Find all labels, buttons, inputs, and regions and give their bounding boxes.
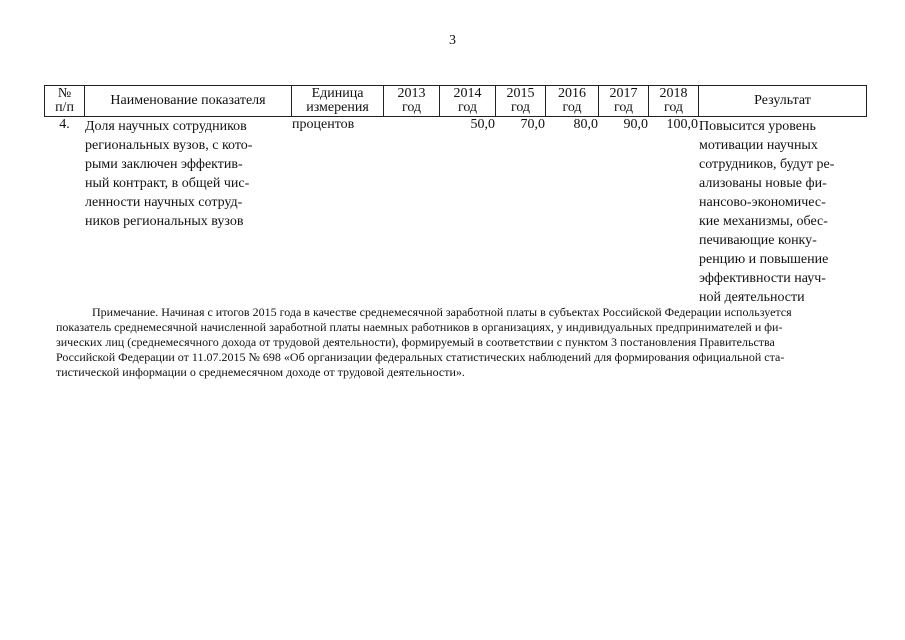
footnote-line: Российской Федерации от 11.07.2015 № 698 «Об организации федеральных статистических наблюдений для формирования официальной ста-	[56, 350, 785, 364]
header-num-line1: №	[57, 86, 72, 101]
header-year-value: 2015	[506, 86, 535, 101]
header-year-2018	[649, 86, 699, 117]
footnote-line: тистической информации о среднемесячном доходе от трудовой деятельности».	[56, 365, 465, 379]
header-year-label: год	[401, 100, 422, 115]
row-value-2013	[384, 117, 440, 308]
footnote-line: Примечание. Начиная с итогов 2015 года в качестве среднемесячной заработной платы в субъектах Российской Федерации используется	[92, 305, 792, 319]
table-row	[45, 117, 867, 308]
header-name: Наименование показателя	[85, 86, 292, 117]
header-num	[45, 86, 85, 117]
text-line: Повысится уровень	[699, 119, 816, 134]
header-year-value: 2014	[453, 86, 482, 101]
header-year-label: год	[457, 100, 478, 115]
page-number: 3	[449, 33, 456, 48]
header-year-2015	[496, 86, 546, 117]
text-line: кие механизмы, обес-	[699, 214, 828, 229]
text-line: эффективности науч-	[699, 271, 826, 286]
footnote	[56, 305, 862, 380]
row-value-2016: 80,0	[546, 117, 599, 308]
table-header	[45, 86, 867, 117]
text-line: печивающие конку-	[699, 233, 817, 248]
text-line: сотрудников, будут ре-	[699, 157, 835, 172]
row-indicator-name	[85, 117, 292, 308]
indicators-table	[44, 85, 867, 307]
text-line: ализованы новые фи-	[699, 176, 827, 191]
footnote-line: зических лиц (среднемесячного дохода от трудовой деятельности), формируемый в соответствии с пунктом 3 постановления Правительства	[56, 335, 775, 349]
text-line: ленности научных сотруд-	[85, 195, 243, 210]
footnote-line: показатель среднемесячной начисленной заработной платы наемных работников в организациях, у индивидуальных предпринимателей и фи-	[56, 320, 783, 334]
header-year-2017	[599, 86, 649, 117]
header-year-2014	[440, 86, 496, 117]
row-value-2015: 70,0	[496, 117, 546, 308]
row-unit: процентов	[292, 117, 384, 308]
header-year-2013	[384, 86, 440, 117]
text-line: ный контракт, в общей чис-	[85, 176, 250, 191]
header-num-line2: п/п	[55, 100, 74, 115]
header-unit-line1: Единица	[311, 86, 364, 101]
text-line: мотивации научных	[699, 138, 818, 153]
header-year-value: 2018	[659, 86, 688, 101]
text-line: ников региональных вузов	[85, 214, 244, 229]
text-line: рыми заключен эффектив-	[85, 157, 243, 172]
row-value-2017: 90,0	[599, 117, 649, 308]
header-year-label: год	[613, 100, 634, 115]
header-unit	[292, 86, 384, 117]
text-line: Доля научных сотрудников	[85, 119, 247, 134]
text-line: ренцию и повышение	[699, 252, 829, 267]
header-year-value: 2016	[558, 86, 586, 101]
header-unit-line2: измерения	[306, 100, 369, 115]
header-year-value: 2013	[397, 86, 426, 101]
text-line: ной деятельности	[699, 290, 805, 305]
row-result	[699, 117, 867, 308]
row-value-2014: 50,0	[440, 117, 496, 308]
header-year-label: год	[510, 100, 531, 115]
header-year-value: 2017	[609, 86, 638, 101]
header-year-label: год	[562, 100, 582, 115]
header-year-2016	[546, 86, 599, 117]
header-year-label: год	[663, 100, 684, 115]
header-result: Результат	[699, 86, 867, 117]
text-line: нансово-экономичес-	[699, 195, 826, 210]
row-value-2018: 100,0	[649, 117, 699, 308]
text-line: региональных вузов, с кото-	[85, 138, 253, 153]
row-num: 4.	[45, 117, 85, 308]
